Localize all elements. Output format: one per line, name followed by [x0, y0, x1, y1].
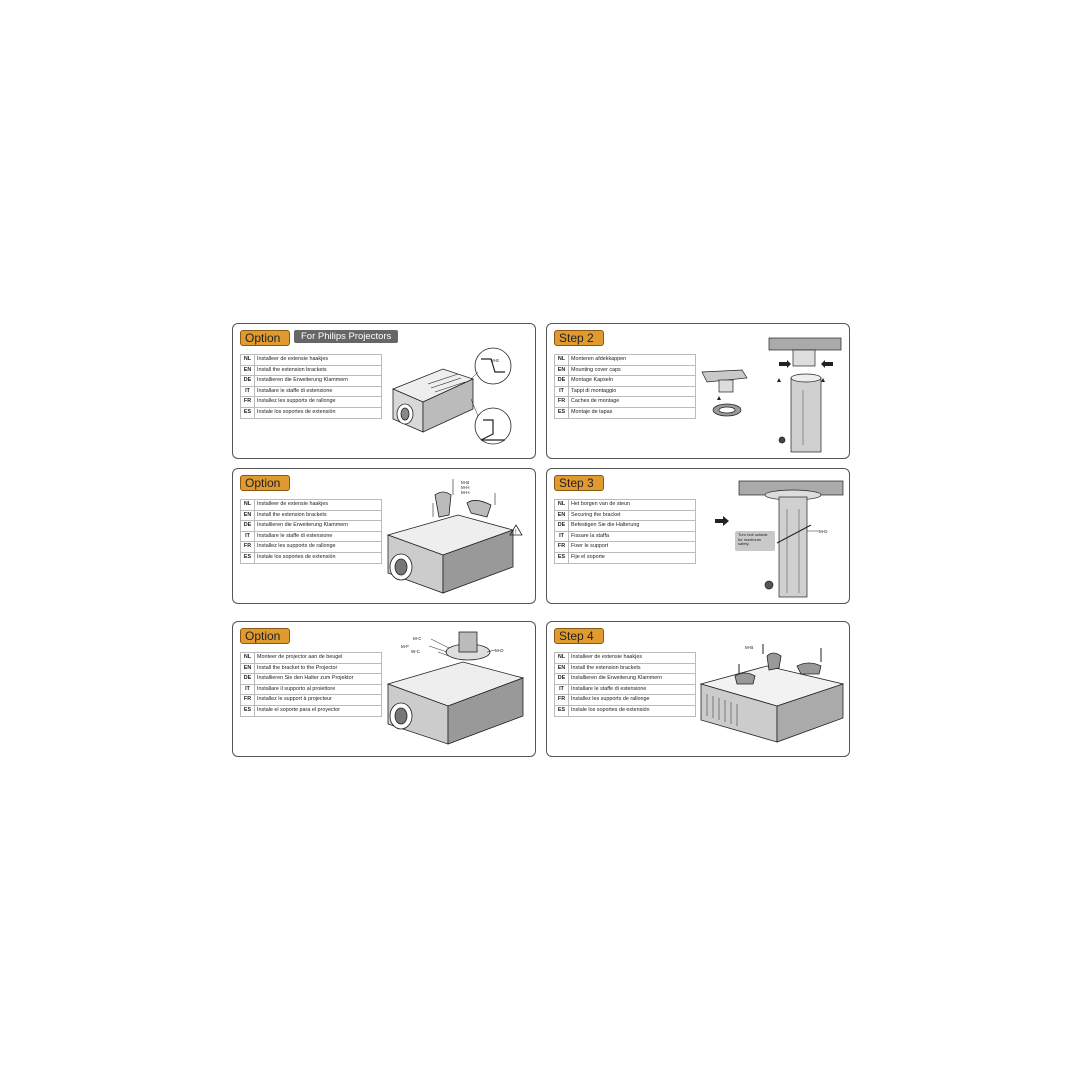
instruction-text: Installieren die Erweiterung Klammern: [255, 521, 382, 532]
language-code: EN: [241, 663, 255, 674]
language-row: [241, 542, 382, 553]
language-row: [555, 674, 696, 685]
language-code: ES: [241, 552, 255, 563]
language-row: [555, 355, 696, 366]
language-code: NL: [241, 355, 255, 366]
instruction-text: Installeer de extensie haakjes: [255, 500, 382, 511]
projector-bracket-illustration: [383, 344, 533, 454]
instruction-text: Tappi di montaggio: [569, 386, 696, 397]
callout-label: M-H: [461, 485, 470, 490]
instruction-text: Installare il supporto al proiettore: [255, 684, 382, 695]
projector-step4-illustration: [697, 636, 847, 748]
language-code: ES: [555, 407, 569, 418]
language-code: DE: [555, 674, 569, 685]
callout-label: M-D: [819, 529, 828, 534]
language-code: IT: [555, 386, 569, 397]
philips-subtitle: For Philips Projectors: [294, 330, 398, 343]
option-badge: Option: [240, 330, 290, 346]
language-row: [241, 695, 382, 706]
instruction-text: Install the bracket to the Projector: [255, 663, 382, 674]
language-code: NL: [555, 653, 569, 664]
language-code: FR: [555, 695, 569, 706]
instruction-text: Installare le staffe di estensione: [255, 386, 382, 397]
instruction-text: Fissare la staffa: [569, 531, 696, 542]
instruction-text: Install the extension brackets: [255, 365, 382, 376]
language-code: FR: [241, 695, 255, 706]
instruction-text: Instale los soportes de extensión: [255, 552, 382, 563]
callout-label: M-H: [461, 490, 470, 495]
language-row: [555, 695, 696, 706]
callout-label: M-E: [491, 358, 500, 363]
language-code: FR: [241, 542, 255, 553]
language-row: [241, 407, 382, 418]
language-table: [240, 652, 382, 717]
language-row: [241, 684, 382, 695]
callout-label: W-C: [411, 649, 420, 654]
language-table: [240, 499, 382, 564]
language-code: DE: [241, 521, 255, 532]
instruction-text: Installieren die Erweiterung Klammern: [255, 376, 382, 387]
language-row: [555, 510, 696, 521]
language-table: [554, 652, 696, 717]
language-code: ES: [555, 552, 569, 563]
instruction-text: Installare le staffe di estensione: [255, 531, 382, 542]
language-code: ES: [241, 705, 255, 716]
language-code: NL: [555, 355, 569, 366]
instruction-text: Caches de montage: [569, 397, 696, 408]
instruction-text: Installez les supports de rallonge: [255, 542, 382, 553]
language-row: [241, 531, 382, 542]
projector-extension-illustration: [383, 475, 533, 601]
language-row: [555, 684, 696, 695]
language-row: [555, 663, 696, 674]
instruction-panel-step-4: [546, 621, 850, 757]
language-row: [241, 510, 382, 521]
language-code: ES: [555, 705, 569, 716]
language-code: IT: [555, 531, 569, 542]
instruction-text: Montage Kapseln: [569, 376, 696, 387]
ceiling-pole-illustration: [707, 475, 847, 601]
callout-label: M-C: [413, 636, 422, 641]
instruction-text: Het borgen van de steun: [569, 500, 696, 511]
instruction-text: Instale los soportes de extensión: [255, 407, 382, 418]
language-row: [555, 386, 696, 397]
language-code: DE: [241, 674, 255, 685]
language-code: DE: [555, 376, 569, 387]
callout-label: M-D: [495, 648, 504, 653]
step-badge: Step 4: [554, 628, 604, 644]
language-code: IT: [241, 684, 255, 695]
language-row: [555, 397, 696, 408]
bracket-mount-illustration: [383, 626, 533, 752]
language-code: EN: [555, 365, 569, 376]
language-code: FR: [555, 397, 569, 408]
language-row: [241, 376, 382, 387]
instruction-text: Befestigen Sie die Halterung: [569, 521, 696, 532]
cover-cap-illustration: [697, 330, 847, 455]
instruction-text: Securing the bracket: [569, 510, 696, 521]
callout-label: M-B: [745, 645, 754, 650]
language-row: [241, 552, 382, 563]
safety-note: Turn bolt outside for maximum safety.: [735, 531, 775, 551]
callout-label: M-B: [461, 480, 470, 485]
language-table: [554, 354, 696, 419]
language-row: [241, 355, 382, 366]
language-row: [241, 663, 382, 674]
instruction-text: Instale el soporte para el proyector: [255, 705, 382, 716]
language-row: [555, 407, 696, 418]
instruction-text: Installieren die Erweiterung Klammern: [569, 674, 696, 685]
language-row: [241, 500, 382, 511]
svg-text:!: !: [515, 530, 517, 536]
language-code: FR: [555, 542, 569, 553]
language-code: EN: [241, 365, 255, 376]
instruction-text: Mounting cover caps: [569, 365, 696, 376]
language-code: EN: [241, 510, 255, 521]
instruction-panel-option-brackets: [232, 468, 536, 604]
language-row: [555, 521, 696, 532]
language-code: DE: [241, 376, 255, 387]
language-row: [555, 500, 696, 511]
language-code: NL: [241, 653, 255, 664]
instruction-text: Install the extension brackets: [569, 663, 696, 674]
instruction-text: Installare le staffe di estensione: [569, 684, 696, 695]
instruction-text: Installez le support à projecteur: [255, 695, 382, 706]
language-table: [240, 354, 382, 419]
language-row: [555, 653, 696, 664]
instruction-text: Fije el soporte: [569, 552, 696, 563]
language-code: NL: [555, 500, 569, 511]
language-code: DE: [555, 521, 569, 532]
language-code: FR: [241, 397, 255, 408]
language-row: [555, 705, 696, 716]
instruction-text: Install the extension brackets: [255, 510, 382, 521]
instruction-panel-option-philips: [232, 323, 536, 459]
instruction-panel-step-3: [546, 468, 850, 604]
language-row: [555, 376, 696, 387]
language-code: IT: [555, 684, 569, 695]
language-code: EN: [555, 510, 569, 521]
language-row: [241, 397, 382, 408]
option-badge: Option: [240, 475, 290, 491]
language-code: NL: [241, 500, 255, 511]
callout-label: M-F: [401, 644, 409, 649]
language-row: [241, 674, 382, 685]
instruction-panel-step-2: [546, 323, 850, 459]
language-row: [241, 653, 382, 664]
instruction-panel-option-mount: [232, 621, 536, 757]
language-row: [555, 365, 696, 376]
instruction-text: Installieren Sie den Halter zum Projektor: [255, 674, 382, 685]
language-table: [554, 499, 696, 564]
instruction-text: Instale los soportes de extensión: [569, 705, 696, 716]
instruction-text: Installez les supports de rallonge: [255, 397, 382, 408]
instruction-text: Installez les supports de rallonge: [569, 695, 696, 706]
step-badge: Step 3: [554, 475, 604, 491]
instruction-text: Fixer le support: [569, 542, 696, 553]
language-row: [555, 542, 696, 553]
language-code: EN: [555, 663, 569, 674]
language-row: [241, 365, 382, 376]
language-row: [555, 531, 696, 542]
instruction-text: Installeer de extensie haakjes: [569, 653, 696, 664]
step-badge: Step 2: [554, 330, 604, 346]
language-row: [241, 386, 382, 397]
language-row: [555, 552, 696, 563]
language-code: IT: [241, 531, 255, 542]
instruction-text: Montaje de tapas: [569, 407, 696, 418]
language-code: ES: [241, 407, 255, 418]
language-code: IT: [241, 386, 255, 397]
instruction-text: Installeer de extensie haakjes: [255, 355, 382, 366]
instruction-text: Monteer de projector aan de beugel: [255, 653, 382, 664]
instruction-text: Monteren afdekkappen: [569, 355, 696, 366]
option-badge: Option: [240, 628, 290, 644]
language-row: [241, 521, 382, 532]
language-row: [241, 705, 382, 716]
